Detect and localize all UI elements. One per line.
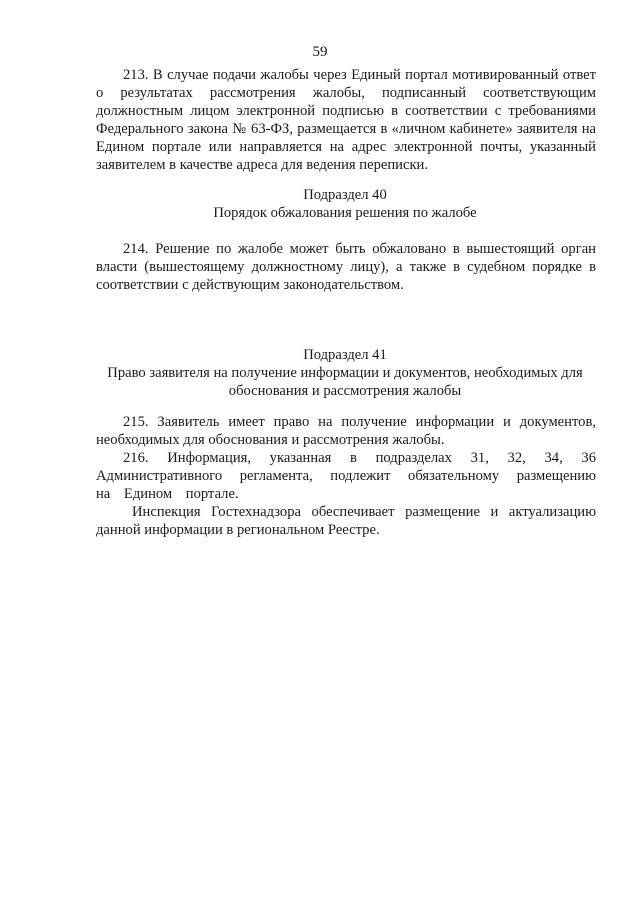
subsection-40-label: Подраздел 40 bbox=[303, 187, 387, 203]
subsection-41-label: Подраздел 41 bbox=[303, 347, 387, 363]
subsection-40-heading bbox=[80, 186, 610, 222]
section-214 bbox=[96, 240, 596, 294]
page-number: 59 bbox=[312, 44, 328, 60]
paragraph-215: 215. Заявитель имеет право на получение информации и документов, необходимых для обоснования и рассмотрения жалобы. bbox=[96, 414, 596, 448]
paragraph-216-continuation: Инспекция Гостехнадзора обеспечивает размещение и актуализацию данной информации в региональном Реестре. bbox=[96, 504, 596, 538]
subsection-41-title-line-2: обоснования и рассмотрения жалобы bbox=[228, 383, 462, 399]
section-213 bbox=[96, 66, 596, 174]
subsection-40-title: Порядок обжалования решения по жалобе bbox=[213, 205, 477, 221]
subsection-41-title-line-1: Право заявителя на получение информации и документов, необходимых для bbox=[107, 365, 583, 381]
subsection-41-heading bbox=[80, 346, 610, 400]
section-215-216 bbox=[96, 413, 596, 539]
paragraph-216: 216. Информация, указанная в подразделах 31, 32, 34, 36 Административного регламента, подлежит обязательному размещению на Едином портале. bbox=[96, 450, 596, 502]
paragraph-213: 213. В случае подачи жалобы через Единый портал мотивированный ответ о результатах рассмотрения жалобы, подписанный соответствующим должностным лицом электронной подписью в соответствии с требованиями Федерального закона № 63-ФЗ, размещается в «личном кабинете» заявителя на Едином портале или направляется на адрес электронной почты, указанный заявителем в качестве адреса для ведения переписки. bbox=[96, 67, 596, 173]
paragraph-214: 214. Решение по жалобе может быть обжаловано в вышестоящий орган власти (вышестоящему должностному лицу), а также в судебном порядке в соответствии с действующим законодательством. bbox=[96, 241, 596, 293]
